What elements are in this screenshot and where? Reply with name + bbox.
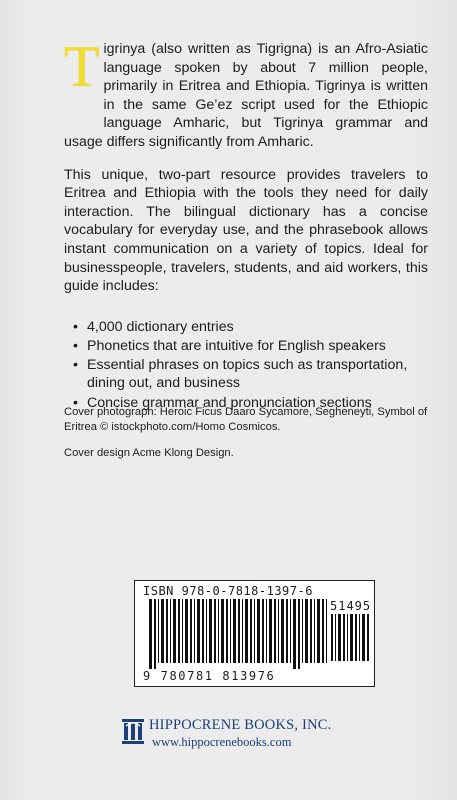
barcode-bar bbox=[266, 599, 267, 663]
barcode-bar bbox=[343, 614, 345, 661]
barcode-bar bbox=[355, 614, 357, 661]
barcode-bar bbox=[274, 599, 276, 663]
feature-item: • 4,000 dictionary entries bbox=[73, 318, 428, 336]
barcode-bar bbox=[286, 599, 288, 663]
barcode-bar bbox=[158, 599, 159, 663]
barcode-bar bbox=[238, 599, 240, 663]
barcode-bar bbox=[322, 599, 324, 663]
barcode-bar bbox=[250, 599, 252, 663]
feature-item: • Essential phrases on topics such as transportation, dining out, and business bbox=[73, 356, 428, 392]
barcode-bar bbox=[347, 614, 348, 661]
barcode-bar bbox=[170, 599, 171, 663]
barcode-bar bbox=[262, 599, 264, 663]
barcode-bar bbox=[178, 599, 180, 663]
publisher-block bbox=[121, 716, 381, 750]
addon-barcode-bars bbox=[331, 614, 371, 669]
barcode-bar bbox=[338, 614, 341, 661]
barcode-bar bbox=[293, 599, 296, 669]
barcode-bar bbox=[182, 599, 183, 663]
barcode-bar bbox=[326, 599, 327, 663]
barcode-bar bbox=[233, 599, 236, 663]
cover-text bbox=[64, 34, 428, 413]
barcode-bar bbox=[281, 599, 284, 663]
barcode-bar bbox=[257, 599, 260, 663]
drop-cap: T bbox=[64, 34, 100, 99]
price-code: 51495 bbox=[330, 599, 372, 613]
publisher-url: www.hippocrenebooks.com bbox=[152, 735, 292, 749]
barcode-bar bbox=[362, 614, 365, 661]
barcode-bar bbox=[185, 599, 188, 663]
barcode-bar bbox=[154, 599, 156, 669]
barcode-bar bbox=[298, 599, 300, 669]
ean-barcode-bars bbox=[149, 599, 327, 669]
barcode-bar bbox=[214, 599, 216, 663]
barcode-bar bbox=[367, 614, 369, 661]
barcode-bar bbox=[350, 614, 353, 661]
barcode-bar bbox=[149, 599, 152, 669]
ean-digits: 9 780781 813976 bbox=[143, 669, 276, 683]
barcode-bar bbox=[254, 599, 255, 663]
feature-item: • Concise grammar and pronunciation sections bbox=[73, 394, 428, 412]
feature-item: • Phonetics that are intuitive for English speakers bbox=[73, 337, 428, 355]
barcode-bar bbox=[359, 614, 360, 661]
barcode-bar bbox=[190, 599, 192, 663]
barcode-bar bbox=[310, 599, 312, 663]
barcode-bar bbox=[161, 599, 164, 663]
barcode-bar bbox=[331, 614, 333, 661]
intro-paragraph bbox=[64, 34, 428, 152]
barcode-bar bbox=[218, 599, 219, 663]
photo-credit: Cover photograph: Heroic Ficus Daaro Sycamore, Segheneyti, Symbol of Eritrea © istockphoto.com/Homo Cosmicos. bbox=[64, 406, 428, 433]
barcode-bar bbox=[194, 599, 195, 663]
barcode-bar bbox=[245, 599, 248, 663]
barcode-bar bbox=[197, 599, 200, 663]
barcode-bar bbox=[269, 599, 272, 663]
barcode-bar bbox=[202, 599, 204, 663]
barcode-bar bbox=[335, 614, 336, 661]
barcode-bar bbox=[206, 599, 207, 663]
hippocrene-logo-icon bbox=[121, 716, 145, 746]
barcode-bar bbox=[209, 599, 212, 663]
barcode-bar bbox=[317, 599, 320, 663]
barcode-bar bbox=[314, 599, 315, 663]
barcode-bar bbox=[290, 599, 291, 663]
description-paragraph: This unique, two-part resource provides travelers to Eritrea and Ethiopia with the tools they need for daily interaction. The bilingual dictionary has a concise vocabulary for everyday use, and the phrasebook allows instant communication on a variety of topics. Ideal for businesspeople, travelers, students, and aid workers, this guide includes: bbox=[64, 166, 428, 295]
barcode-bar bbox=[226, 599, 228, 663]
barcode-bar bbox=[242, 599, 243, 663]
barcode-bar bbox=[221, 599, 224, 663]
design-credit: Cover design Acme Klong Design. bbox=[64, 447, 234, 459]
barcode-bar bbox=[173, 599, 176, 663]
barcode bbox=[134, 580, 375, 687]
barcode-bar bbox=[278, 599, 279, 663]
publisher-name: HIPPOCRENE BOOKS, INC. bbox=[149, 717, 332, 733]
barcode-bar bbox=[305, 599, 308, 663]
isbn-label: ISBN 978-0-7818-1397-6 bbox=[143, 584, 313, 598]
intro-text: igrinya (also written as Tigrigna) is an Afro-Asiatic language spoken by about 7 million people, primarily in Eritrea and Ethiopia. Tigrinya is written in the same Ge’ez script used for the Ethiopic language Amharic, but Tigrinya grammar and usage differs significantly from Amharic. bbox=[64, 41, 428, 150]
barcode-bar bbox=[166, 599, 168, 663]
feature-list bbox=[64, 318, 428, 412]
barcode-bar bbox=[230, 599, 231, 663]
barcode-bar bbox=[302, 599, 303, 663]
